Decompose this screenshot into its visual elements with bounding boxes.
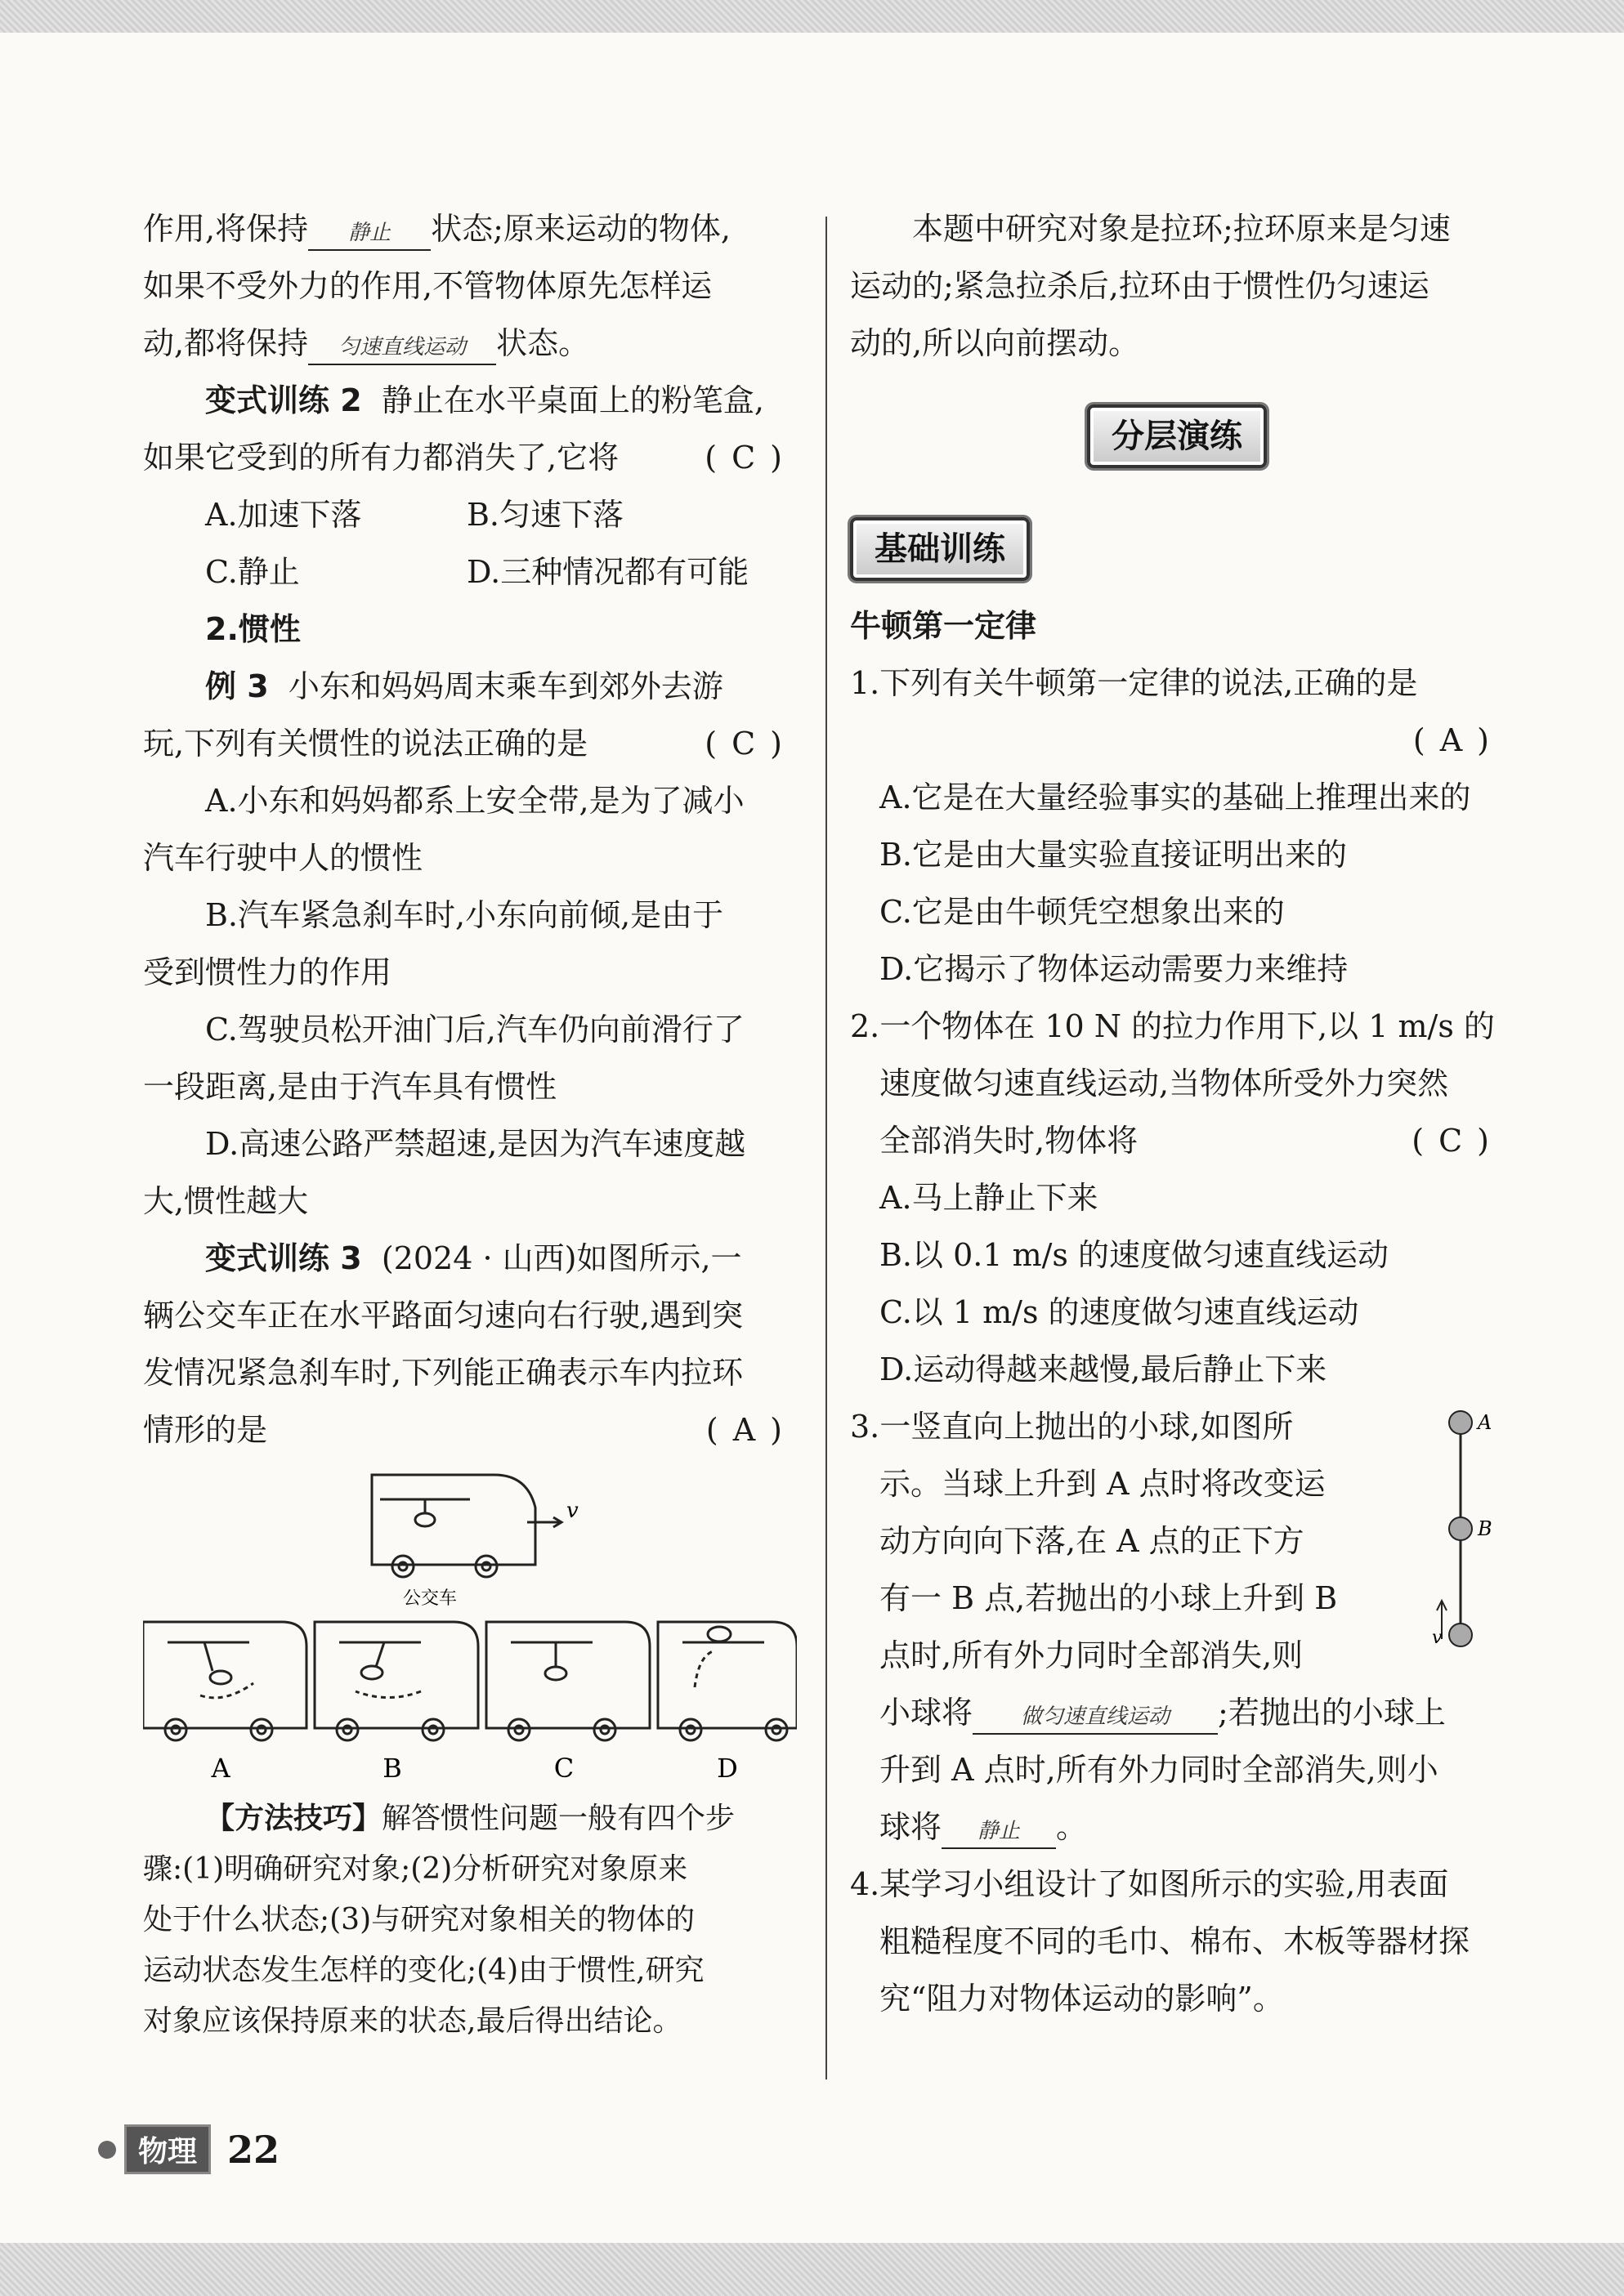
answer-blank-q3-b: 做匀速直线运动 [973, 1700, 1218, 1735]
ball-a [1449, 1411, 1472, 1434]
para-1-line-2: 如果不受外力的作用,不管物体原先怎样运 [143, 268, 713, 304]
example-3-question: 例 3 小东和妈妈周末乘车到郊外去游 [205, 668, 723, 704]
bus-option-c [486, 1622, 650, 1740]
ball-start [1449, 1624, 1472, 1646]
bus-label: 公交车 [403, 1588, 458, 1609]
ball-trajectory-figure [1432, 1398, 1505, 1668]
fig-label-c: C [553, 1753, 575, 1784]
bus-option-b [315, 1622, 478, 1740]
page-footer [98, 2124, 280, 2174]
option-b: B.匀速下落 [467, 497, 624, 533]
q3-block [850, 1398, 1504, 1856]
q3-line-4: 有一 B 点,若抛出的小球上升到 B [879, 1580, 1338, 1616]
bottom-scan-band [0, 2243, 1624, 2296]
fig-label-d: D [717, 1753, 738, 1784]
training-2-question-cont: 如果它受到的所有力都消失了,它将 (C) [143, 429, 797, 486]
q2-answer: (C) [1411, 1123, 1504, 1159]
training-3-line-2: 辆公交车正在水平路面匀速向右行驶,遇到突 [143, 1298, 744, 1333]
q3-line-6: 小球将 做匀速直线运动 ;若抛出的小球上 [850, 1684, 1504, 1741]
answer-blank-uniform-motion: 匀速直线运动 [308, 331, 496, 365]
right-column [850, 200, 1504, 2027]
q3-line-3: 动方向向下落,在 A 点的正下方 [879, 1523, 1304, 1559]
q2-option-b: B.以 0.1 m/s 的速度做匀速直线运动 [879, 1237, 1389, 1273]
example-3-option-a: A.小东和妈妈都系上安全带,是为了减小 [205, 783, 745, 819]
training-3-line-3: 发情况紧急刹车时,下列能正确表示车内拉环 [143, 1355, 744, 1391]
q2-line-1: 2.一个物体在 10 N 的拉力作用下,以 1 m/s 的 [850, 1008, 1495, 1044]
method-line-4: 运动状态发生怎样的变化;(4)由于惯性,研究 [143, 1954, 705, 1987]
option-c: C.静止 [205, 554, 300, 590]
method-tips-box [143, 1793, 797, 2047]
option-a: A.加速下落 [205, 497, 362, 533]
example-3-option-d-cont: 大,惯性越大 [143, 1183, 309, 1219]
para-1-line-3: 动,都将保持 匀速直线运动 状态。 [143, 315, 797, 372]
left-column [143, 200, 797, 2047]
label-a: A [1478, 1411, 1492, 1434]
q2-option-d: D.运动得越来越慢,最后静止下来 [879, 1351, 1327, 1387]
bus-option-d [658, 1622, 797, 1740]
label-v: v [1432, 1628, 1443, 1648]
example-3-question-cont: 玩,下列有关惯性的说法正确的是 (C) [143, 715, 797, 772]
training-2-question: 变式训练 2 静止在水平桌面上的粉笔盒, [205, 382, 764, 418]
bus-option-a [143, 1622, 306, 1740]
velocity-label: v [566, 1499, 579, 1523]
layered-practice-banner: 分层演练 [1087, 404, 1267, 468]
q1-answer: (A) [1412, 722, 1504, 758]
explanation-line-3: 动的,所以向前摆动。 [850, 325, 1140, 361]
column-divider [825, 217, 827, 2079]
top-scan-band [0, 0, 1624, 33]
para-1-line-1: 作用,将保持 静止 状态;原来运动的物体, [143, 200, 797, 257]
bus-handle-figure [143, 1458, 797, 1785]
q2-option-a: A.马上静止下来 [879, 1180, 1098, 1216]
example-3-option-b: B.汽车紧急刹车时,小东向前倾,是由于 [205, 897, 724, 933]
q3-line-1: 3.一竖直向上抛出的小球,如图所 [850, 1409, 1294, 1445]
basic-training-banner: 基础训练 [850, 517, 1030, 581]
q1-stem: 1.下列有关牛顿第一定律的说法,正确的是 [850, 665, 1418, 701]
q4-line-2: 粗糙程度不同的毛巾、棉布、木板等器材探 [879, 1923, 1470, 1959]
bus-illustration [372, 1475, 561, 1577]
training-3-answer: (A) [705, 1412, 797, 1448]
example-3-answer: (C) [705, 726, 797, 762]
q1-option-d: D.它揭示了物体运动需要力来维持 [879, 951, 1349, 987]
q2-line-2: 速度做匀速直线运动,当物体所受外力突然 [879, 1065, 1449, 1101]
q1-option-a: A.它是在大量经验事实的基础上推理出来的 [879, 779, 1471, 815]
q3-line-2: 示。当球上升到 A 点时将改变运 [879, 1466, 1326, 1502]
q3-line-8: 球将 静止 。 [850, 1798, 1504, 1856]
bullet-icon [98, 2141, 116, 2159]
training-2-options-ab [143, 486, 797, 543]
example-3-option-d: D.高速公路严禁超速,是因为汽车速度越 [205, 1126, 746, 1162]
training-2-answer: (C) [705, 440, 797, 476]
page-number: 22 [227, 2127, 280, 2172]
q3-line-7: 升到 A 点时,所有外力同时全部消失,则小 [879, 1752, 1438, 1788]
explanation-line-1: 本题中研究对象是拉环;拉环原来是匀速 [912, 211, 1451, 247]
example-3-option-c-cont: 一段距离,是由于汽车具有惯性 [143, 1069, 557, 1105]
layered-practice-banner-wrap [850, 404, 1504, 468]
topic-heading: 牛顿第一定律 [850, 608, 1037, 644]
fig-label-a: A [211, 1753, 230, 1784]
section-inertia-heading: 2.惯性 [205, 611, 301, 647]
explanation-line-2: 运动的;紧急拉杀后,拉环由于惯性仍匀速运 [850, 268, 1429, 304]
training-2-options-cd [143, 543, 797, 601]
example-3-option-c: C.驾驶员松开油门后,汽车仍向前滑行了 [205, 1012, 745, 1047]
method-line-1: 【方法技巧】解答惯性问题一般有四个步 [205, 1802, 736, 1835]
ball-b [1449, 1517, 1472, 1540]
method-line-2: 骤:(1)明确研究对象;(2)分析研究对象原来 [143, 1852, 688, 1886]
answer-blank-rest: 静止 [308, 217, 431, 251]
training-3-line-4: 情形的是 (A) [143, 1401, 797, 1458]
q2-line-3: 全部消失时,物体将 (C) [850, 1112, 1504, 1169]
q4-line-3: 究“阻力对物体运动的影响”。 [879, 1981, 1284, 2017]
method-line-5: 对象应该保持原来的状态,最后得出结论。 [143, 2004, 682, 2038]
fig-label-b: B [383, 1753, 402, 1784]
method-line-3: 处于什么状态;(3)与研究对象相关的物体的 [143, 1903, 696, 1936]
subject-badge: 物理 [124, 2124, 211, 2174]
example-3-option-a-cont: 汽车行驶中人的惯性 [143, 840, 423, 876]
option-d: D.三种情况都有可能 [467, 554, 749, 590]
example-3-option-b-cont: 受到惯性力的作用 [143, 954, 392, 990]
training-3-question: 变式训练 3 (2024 · 山西)如图所示,一 [205, 1240, 742, 1276]
label-b: B [1478, 1517, 1492, 1540]
basic-training-banner-wrap [850, 517, 1504, 581]
q2-option-c: C.以 1 m/s 的速度做匀速直线运动 [879, 1294, 1359, 1330]
answer-blank-q3-a: 静止 [942, 1815, 1056, 1849]
q3-line-5: 点时,所有外力同时全部消失,则 [879, 1637, 1304, 1673]
q1-answer-row [850, 712, 1504, 769]
q1-option-b: B.它是由大量实验直接证明出来的 [879, 837, 1348, 873]
q4-line-1: 4.某学习小组设计了如图所示的实验,用表面 [850, 1866, 1449, 1902]
q1-option-c: C.它是由牛顿凭空想象出来的 [879, 894, 1285, 930]
